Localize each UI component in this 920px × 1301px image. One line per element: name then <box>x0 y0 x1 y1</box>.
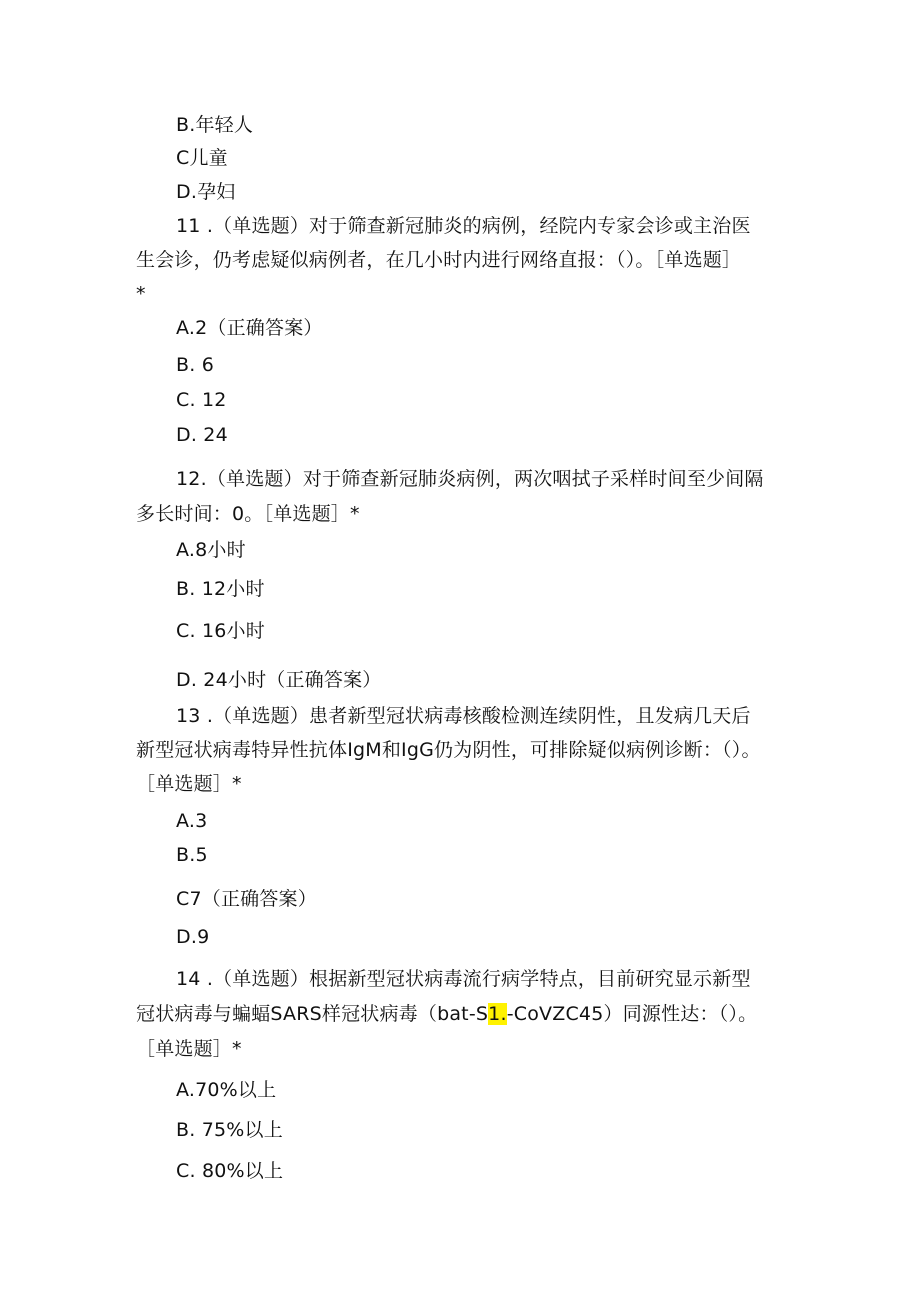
option-c: C. 80%以上 <box>176 1160 284 1182</box>
question-11-text-cont: 生会诊，仍考虑疑似病例者，在几小时内进行网络直报：（）。［单选题］ <box>136 249 742 271</box>
question-14-type: ［单选题］* <box>136 1038 242 1060</box>
question-14-text-cont <box>136 1002 757 1026</box>
option-b: B.年轻人 <box>176 114 254 136</box>
question-13-text-cont: 新型冠状病毒特异性抗体IgM和IgG仍为阴性，可排除疑似病例诊断：（）。 <box>136 739 761 761</box>
option-c: C. 16小时 <box>176 620 265 642</box>
question-14-text: 14 .（单选题）根据新型冠状病毒流行病学特点，目前研究显示新型 <box>176 968 751 990</box>
option-d: D.9 <box>176 926 210 948</box>
question-12-text: 12.（单选题）对于筛查新冠肺炎病例，两次咽拭子采样时间至少间隔 <box>176 468 764 490</box>
option-a: A.8小时 <box>176 539 246 561</box>
option-c: C儿童 <box>176 147 228 169</box>
option-b: B.5 <box>176 844 208 866</box>
question-13-text: 13 .（单选题）患者新型冠状病毒核酸检测连续阴性，且发病几天后 <box>176 705 751 727</box>
required-mark: * <box>136 283 146 305</box>
option-d: D. 24 <box>176 424 228 446</box>
question-13-type: ［单选题］* <box>136 773 242 795</box>
option-b: B. 12小时 <box>176 578 265 600</box>
option-b: B. 6 <box>176 354 215 376</box>
question-11-text: 11 .（单选题）对于筛查新冠肺炎的病例，经院内专家会诊或主治医 <box>176 215 751 237</box>
highlighted-text: 1. <box>488 1003 507 1025</box>
question-12-text-cont: 多长时间：0。［单选题］* <box>136 503 360 525</box>
option-a: A.3 <box>176 810 208 832</box>
option-d: D. 24小时（正确答案） <box>176 669 382 691</box>
option-a: A.2（正确答案） <box>176 317 323 339</box>
question-14-text-part: -CoVZC45）同源性达：（）。 <box>506 1003 758 1025</box>
option-b: B. 75%以上 <box>176 1119 283 1141</box>
question-14-text-part: 冠状病毒与蝙蝠SARS样冠状病毒（bat-S <box>136 1003 489 1025</box>
option-c: C. 12 <box>176 389 227 411</box>
option-a: A.70%以上 <box>176 1079 277 1101</box>
option-d: D.孕妇 <box>176 181 236 203</box>
option-c: C7（正确答案） <box>176 888 317 910</box>
